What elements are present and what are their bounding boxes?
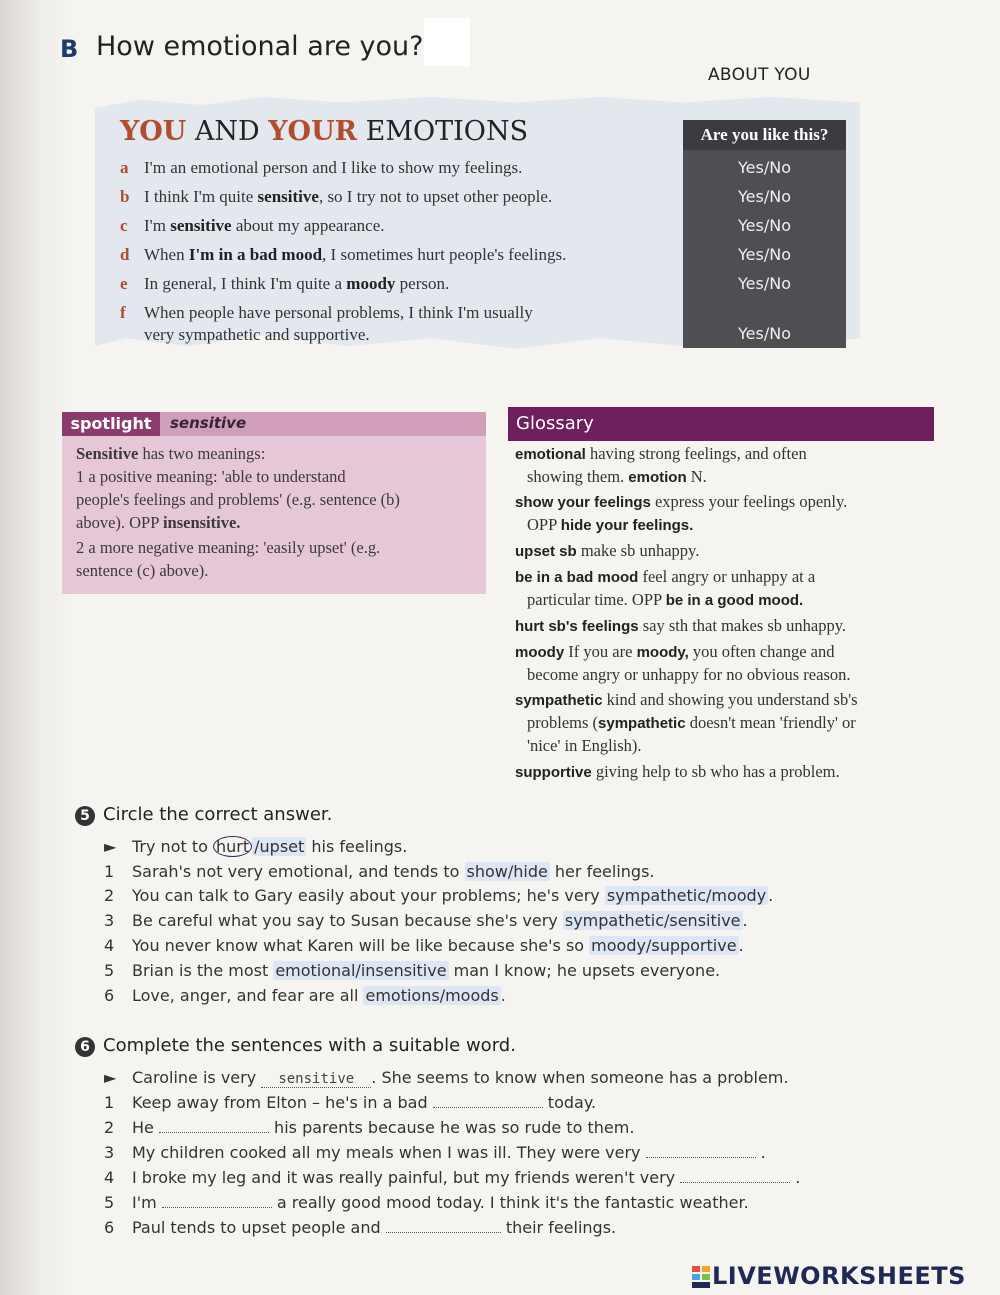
answer-yes-no-e[interactable]: Yes/No (738, 274, 791, 293)
quiz-text: I'm (144, 216, 171, 235)
glossary-line (515, 444, 807, 464)
item-number: 6 (104, 1218, 115, 1237)
glossary-line (527, 515, 693, 535)
quiz-letter: c (120, 216, 128, 235)
glossary-term: hurt sb's feelings (515, 618, 639, 635)
spotlight-bold: insensitive. (162, 513, 241, 532)
quiz-text: I'm an emotional person and I like to show my feelings. (144, 158, 523, 177)
answer-blank[interactable] (386, 1218, 501, 1233)
quiz-text: I think I'm quite (144, 187, 258, 206)
answer-blank[interactable] (159, 1118, 269, 1133)
glossary-line (527, 713, 856, 733)
answer-yes-no-a[interactable]: Yes/No (738, 158, 791, 177)
sentence-text: his feelings. (306, 837, 408, 856)
quiz-text: about my appearance. (231, 216, 385, 235)
sentence-text: Caroline is very (132, 1068, 262, 1087)
glossary-term: moody (515, 644, 565, 661)
sentence-text: today. (542, 1093, 597, 1112)
answer-option[interactable]: /upset (254, 837, 305, 856)
answer-blank[interactable] (680, 1168, 790, 1183)
title-and: AND (186, 116, 269, 147)
liveworksheets-logo-icon (692, 1266, 710, 1288)
glossary-line (515, 642, 835, 662)
quiz-item-c (120, 216, 385, 236)
quiz-keyword: sensitive (170, 216, 232, 235)
section-title: How emotional are you? (96, 31, 424, 62)
sentence-text: I broke my leg and it was really painful, but my friends weren't very (132, 1168, 681, 1187)
sentence-text: . (742, 911, 748, 930)
quiz-letter: f (120, 303, 126, 322)
sentence-text: Try not to (132, 837, 213, 856)
quiz-item-e (120, 274, 449, 294)
spotlight-text: has two meanings: (138, 444, 266, 463)
title-your: YOUR (268, 116, 358, 147)
sentence-text: . (790, 1168, 801, 1187)
item-number: 3 (104, 911, 115, 930)
glossary-line: 'nice' in English). (527, 736, 642, 755)
glossary-term: show your feelings (515, 494, 651, 511)
example-answer: sensitive (261, 1071, 371, 1088)
glossary-term: sympathetic (598, 715, 686, 732)
sentence-text: Be careful what you say to Susan because she's very (132, 911, 563, 930)
quiz-item-b (120, 187, 552, 207)
sentence-text: . (738, 936, 744, 955)
circled-answer[interactable]: hurt (213, 836, 252, 857)
glossary-line (515, 541, 699, 561)
sentence-text: Keep away from Elton – he's in a bad (132, 1093, 433, 1112)
quiz-letter: b (120, 187, 130, 206)
sentence-text: man I know; he upsets everyone. (448, 961, 721, 980)
page-gutter-shadow (0, 0, 70, 1295)
liveworksheets-logo (692, 1262, 966, 1290)
glossary-line (515, 567, 815, 587)
answer-options[interactable]: emotions/moods (365, 986, 499, 1005)
glossary-def: feel angry or unhappy at a (638, 567, 816, 586)
glossary-def: showing them. (527, 467, 629, 486)
sentence-text: their feelings. (500, 1218, 617, 1237)
glossary-def: problems ( (527, 713, 599, 732)
quiz-text: In general, I think I'm quite a (144, 274, 347, 293)
sentence-text: You never know what Karen will be like because she's so (132, 936, 590, 955)
exercise-6-number: 6 (75, 1037, 95, 1057)
answer-blank[interactable] (162, 1193, 272, 1208)
item-number: 5 (104, 1193, 115, 1212)
item-number: 3 (104, 1143, 115, 1162)
answer-options[interactable]: sympathetic/moody (606, 886, 767, 905)
sentence-text: his parents because he was so rude to them. (268, 1118, 635, 1137)
glossary-def: particular time. OPP (527, 590, 666, 609)
glossary-line (515, 762, 840, 782)
glossary-def: OPP (527, 515, 561, 534)
answer-options[interactable]: moody/supportive (591, 936, 737, 955)
answer-column-header: Are you like this? (683, 120, 846, 150)
sentence-text: . (500, 986, 506, 1005)
liveworksheets-logo-text: LIVEWORKSHEETS (712, 1262, 966, 1290)
sentence-text: You can talk to Gary easily about your problems; he's very (132, 886, 605, 905)
spotlight-line (76, 444, 265, 464)
answer-blank[interactable] (433, 1093, 543, 1108)
sentence-text: Brian is the most (132, 961, 274, 980)
glossary-def: make sb unhappy. (576, 541, 700, 560)
glossary-def: doesn't mean 'friendly' or (685, 713, 856, 732)
spotlight-line: 1 a positive meaning: 'able to understand (76, 467, 346, 486)
glossary-term: hide your feelings. (560, 517, 694, 534)
item-number: 1 (104, 862, 115, 881)
quiz-item-f (120, 303, 533, 323)
answer-yes-no-c[interactable]: Yes/No (738, 216, 791, 235)
answer-yes-no-f[interactable]: Yes/No (738, 324, 791, 343)
glossary-def: N. (686, 467, 707, 486)
item-number: 1 (104, 1093, 115, 1112)
spotlight-tag: spotlight (62, 412, 160, 436)
sentence-text: Sarah's not very emotional, and tends to (132, 862, 465, 881)
quiz-letter: d (120, 245, 130, 264)
quiz-letter: a (120, 158, 129, 177)
sentence-text: her feelings. (549, 862, 655, 881)
spotlight-text: above). OPP (76, 513, 163, 532)
answer-options[interactable]: show/hide (466, 862, 548, 881)
glossary-def: giving help to sb who has a problem. (591, 762, 840, 781)
answer-yes-no-d[interactable]: Yes/No (738, 245, 791, 264)
blank-patch (424, 18, 470, 66)
sentence-text: . (755, 1143, 766, 1162)
quiz-keyword: sensitive (257, 187, 319, 206)
item-number: 5 (104, 961, 115, 980)
quiz-text: When people have personal problems, I think I'm usually (144, 303, 533, 322)
glossary-line (527, 467, 707, 487)
answer-blank[interactable] (646, 1143, 756, 1158)
play-marker-icon: ► (104, 837, 117, 856)
sentence-text: Love, anger, and fear are all (132, 986, 364, 1005)
exercise-5-instruction: Circle the correct answer. (103, 804, 333, 825)
emotions-title (120, 116, 528, 147)
glossary-def: say sth that makes sb unhappy. (638, 616, 847, 635)
glossary-line (515, 690, 858, 710)
title-emotions: EMOTIONS (357, 116, 529, 147)
quiz-keyword: I'm in a bad mood (188, 245, 323, 264)
glossary-line (527, 590, 803, 610)
glossary-term: sympathetic (515, 692, 603, 709)
quiz-text: When (144, 245, 189, 264)
glossary-def: you often change and (688, 642, 835, 661)
sentence-text: I'm (132, 1193, 162, 1212)
glossary-header: Glossary (508, 407, 934, 441)
quiz-text: , I sometimes hurt people's feelings. (322, 245, 567, 264)
glossary-term: supportive (515, 764, 592, 781)
spotlight-word: sensitive (170, 414, 247, 432)
glossary-line: become angry or unhappy for no obvious reason. (527, 665, 851, 684)
answer-options[interactable]: sympathetic/sensitive (564, 911, 741, 930)
glossary-line (515, 616, 846, 636)
play-marker-icon: ► (104, 1068, 117, 1087)
quiz-text: , so I try not to upset other people. (318, 187, 553, 206)
section-letter: B (60, 35, 79, 63)
glossary-term: upset sb (515, 543, 577, 560)
quiz-item-d (120, 245, 566, 265)
glossary-term: emotion (628, 469, 687, 486)
about-you-label: ABOUT YOU (708, 65, 811, 85)
sentence-text: a really good mood today. I think it's the fantastic weather. (271, 1193, 749, 1212)
sentence-text: . She seems to know when someone has a problem. (371, 1068, 789, 1087)
glossary-term: moody, (636, 644, 689, 661)
item-number: 2 (104, 1118, 115, 1137)
glossary-term: be in a bad mood (515, 569, 639, 586)
spotlight-line: 2 a more negative meaning: 'easily upset' (e.g. (76, 538, 381, 557)
glossary-term: be in a good mood. (665, 592, 804, 609)
exercise-6-instruction: Complete the sentences with a suitable word. (103, 1035, 516, 1056)
answer-options[interactable]: emotional/insensitive (275, 961, 447, 980)
sentence-text: . (768, 886, 774, 905)
item-number: 4 (104, 1168, 115, 1187)
quiz-item-f-line2: very sympathetic and supportive. (144, 325, 370, 344)
quiz-keyword: moody (346, 274, 396, 293)
item-number: 6 (104, 986, 115, 1005)
answer-yes-no-b[interactable]: Yes/No (738, 187, 791, 206)
quiz-text: person. (395, 274, 450, 293)
glossary-term: emotional (515, 446, 586, 463)
glossary-def: express your feelings openly. (650, 492, 848, 511)
spotlight-bold: Sensitive (76, 444, 139, 463)
quiz-item-a (120, 158, 522, 178)
sentence-text: My children cooked all my meals when I was ill. They were very (132, 1143, 646, 1162)
exercise-5-number: 5 (75, 806, 95, 826)
title-you: YOU (120, 116, 187, 147)
glossary-def: If you are (564, 642, 637, 661)
spotlight-line: people's feelings and problems' (e.g. sentence (b) (76, 490, 400, 509)
spotlight-line: sentence (c) above). (76, 561, 209, 580)
sentence-text: He (132, 1118, 159, 1137)
sentence-text: Paul tends to upset people and (132, 1218, 386, 1237)
glossary-def: kind and showing you understand sb's (602, 690, 858, 709)
item-number: 2 (104, 886, 115, 905)
spotlight-line (76, 513, 240, 533)
quiz-letter: e (120, 274, 128, 293)
glossary-def: having strong feelings, and often (585, 444, 807, 463)
item-number: 4 (104, 936, 115, 955)
glossary-line (515, 492, 847, 512)
